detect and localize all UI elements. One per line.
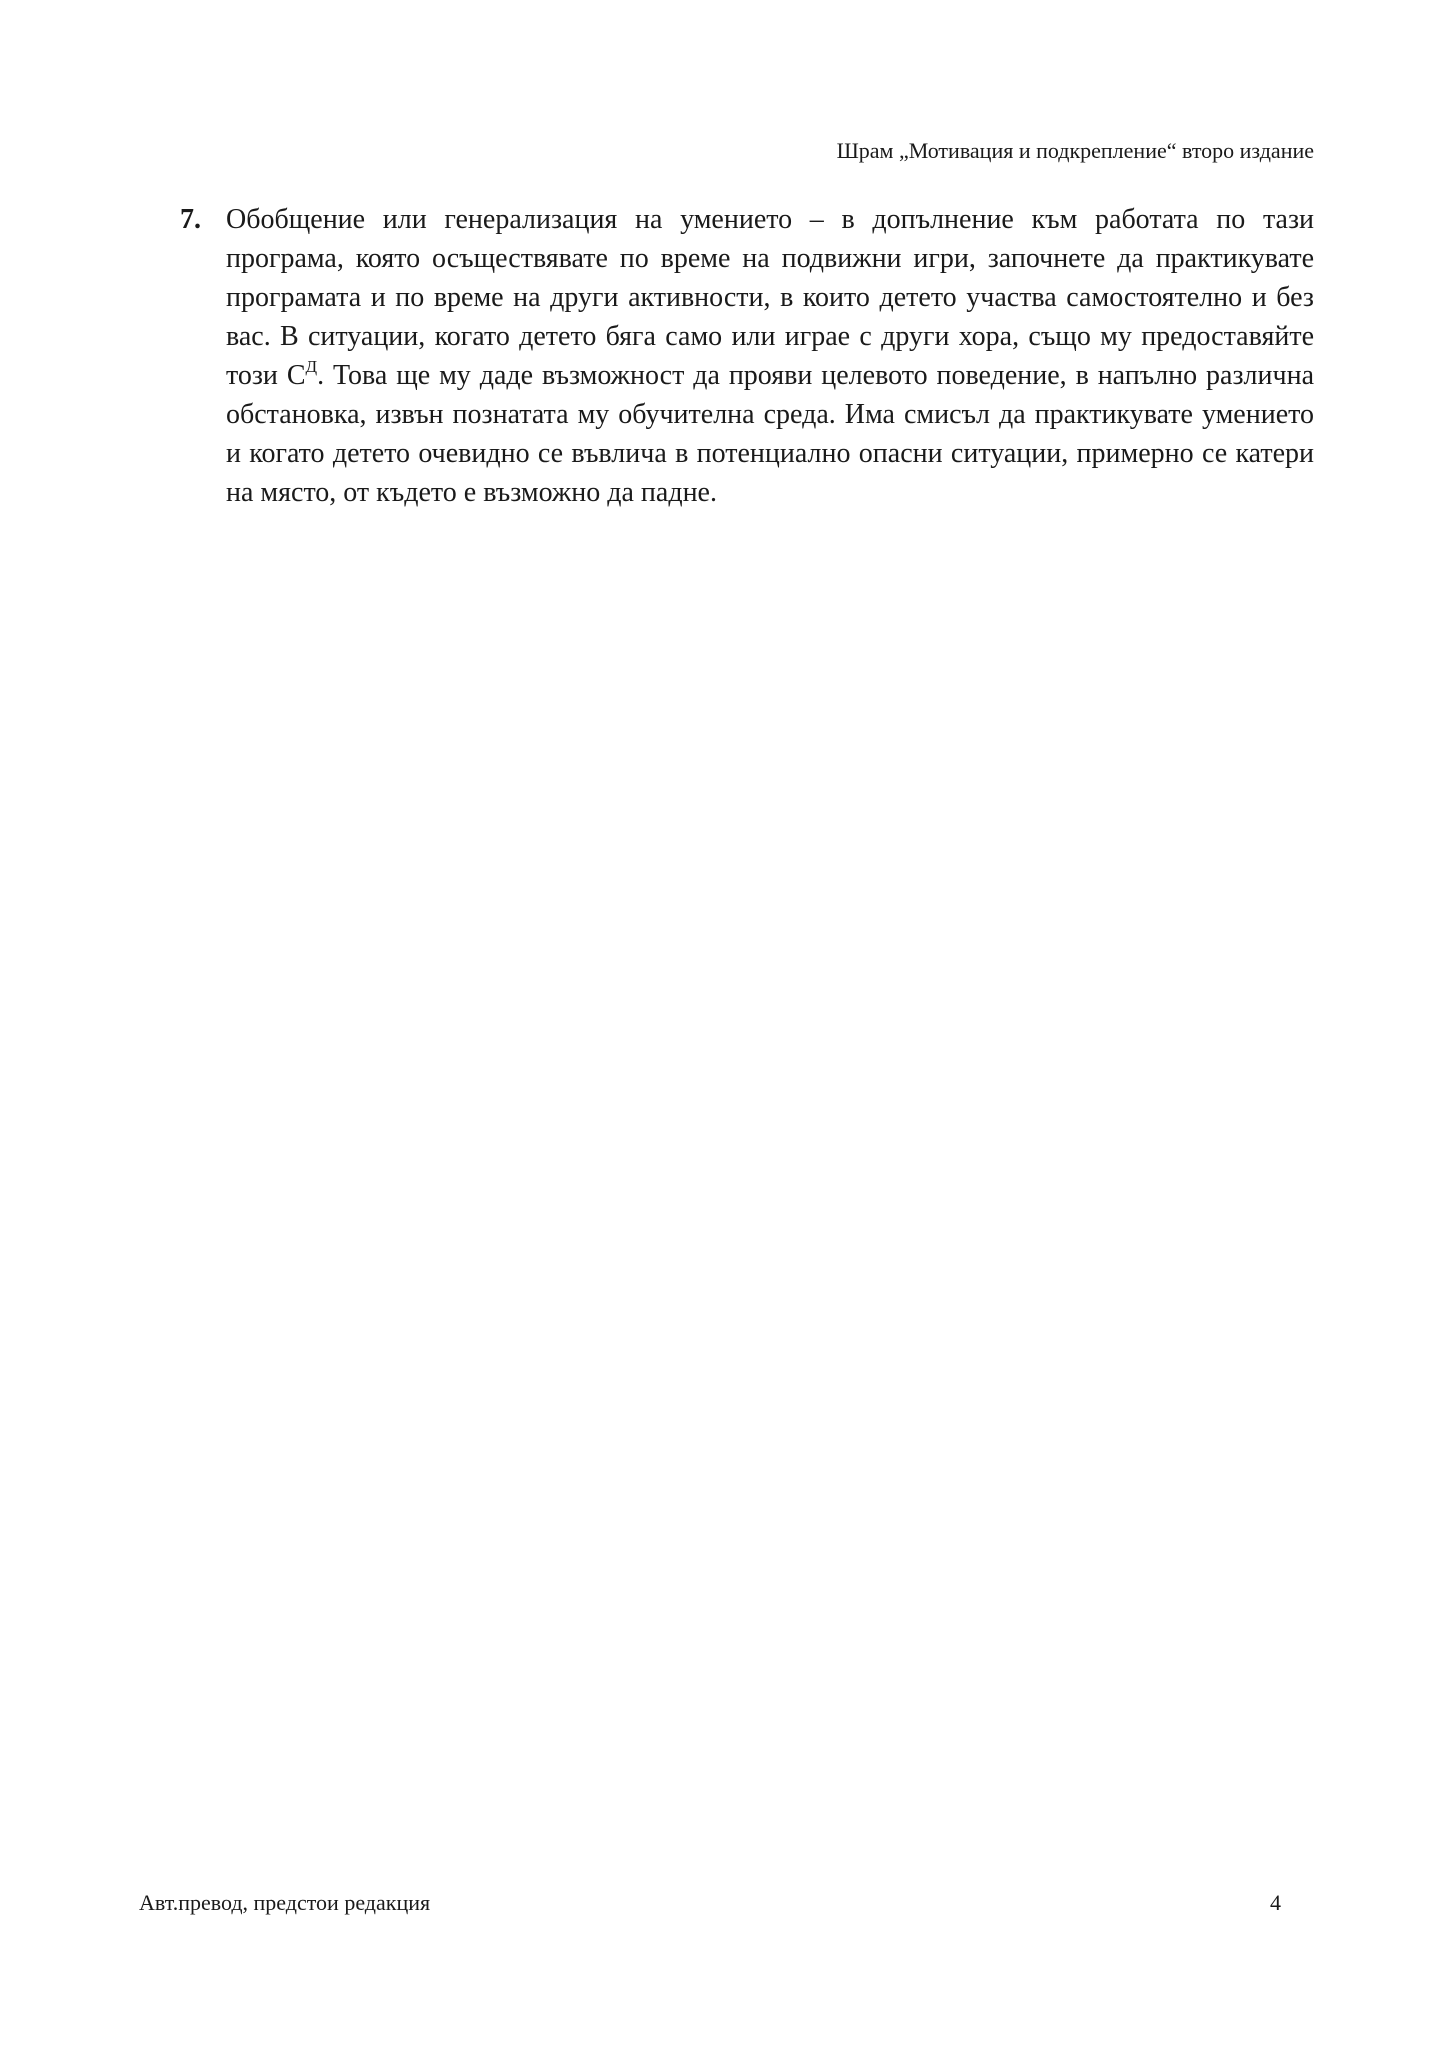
stimulus-superscript: Д [305, 357, 318, 376]
paragraph-text-part-2: . Това ще му даде възможност да прояви целевото поведение, в напълно различна обстановка, извън познатата му обучителна среда. Има смисъл да практикувате умението и когато детето очевидно се въвлича в потенциално опасни ситуации, примерно се катери на място, от където е възможно да падне. [226, 360, 1314, 508]
numbered-list-item [180, 200, 1314, 512]
list-item-number: 7. [180, 204, 201, 235]
paragraph-text-part-1: Обобщение или генерализация на умението – в допълнение към работата по тази програма, която осъществявате по време на подвижни игри, започнете да практикувате програмата и по време на други активности, в които детето участва самостоятелно и без вас. В ситуации, когато детето бяга само или играе с други хора, също му предоставяйте този С [226, 204, 1314, 391]
page-number: 4 [1270, 1890, 1281, 1915]
footer-note: Авт.превод, предстои редакция [139, 1890, 431, 1915]
running-header: Шрам „Мотивация и подкрепление“ второ издание [836, 138, 1314, 163]
list-item-paragraph [226, 200, 1314, 512]
